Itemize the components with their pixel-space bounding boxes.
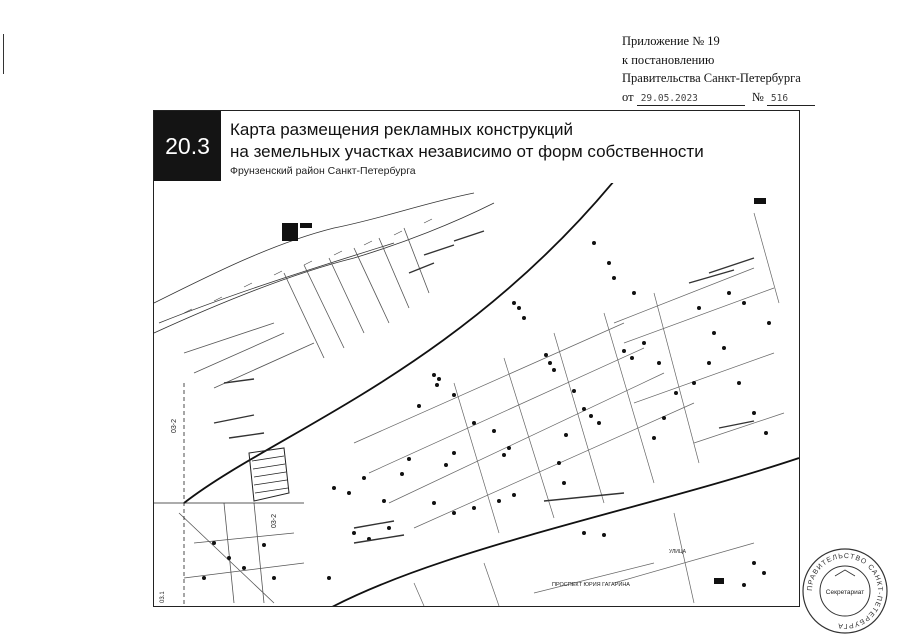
sheet-title-line-2: на земельных участках независимо от форм собственности [230,141,704,161]
number-prefix: № [751,89,764,104]
seal-inner-text: Секретариат [825,589,865,596]
zone-label-o32-left: 03-2 [171,418,178,433]
street-label-gagarin: ПРОСПЕКТ ЮРИЯ ГАГАРИНА [552,582,630,588]
seal-emblem-icon [835,570,855,576]
number-value: 516 [767,92,815,106]
river-texture [184,219,432,313]
district-map [154,183,799,606]
zone-label-o31: 03.1 [160,591,166,603]
seal-ring-text: ПРАВИТЕЛЬСТВО САНКТ-ПЕТЕРБУРГА [806,552,884,630]
sheet-title-line-1: Карта размещения рекламных конструкций [230,120,574,139]
railway-line-upper [184,183,614,503]
annex-header [622,32,815,106]
date-prefix: от [622,89,634,104]
map-sheet [153,110,800,607]
date-value: 29.05.2023 [637,92,745,106]
street-label-small: УЛИЦА [669,549,686,555]
annex-date-line [622,88,815,107]
secretariat-seal [800,546,890,636]
sheet-code-badge: 20.3 [154,111,221,181]
streets-southwest [179,503,304,603]
streets-lower [414,513,754,606]
annex-line-2: к постановлению [622,52,715,67]
zone-label-o32-center: 03-2 [271,513,278,528]
sheet-title-block [230,119,704,179]
annex-line-1: Приложение № 19 [622,34,720,48]
streets-upper-left [184,228,429,388]
sheet-subtitle: Фрунзенский район Санкт-Петербурга [230,165,416,177]
margin-rule [3,34,4,74]
streets-central [354,213,784,533]
annex-line-3: Правительства Санкт-Петербурга [622,71,801,85]
building-blocks [282,198,766,584]
ad-structure-markers [202,241,771,587]
river-band [154,193,494,333]
